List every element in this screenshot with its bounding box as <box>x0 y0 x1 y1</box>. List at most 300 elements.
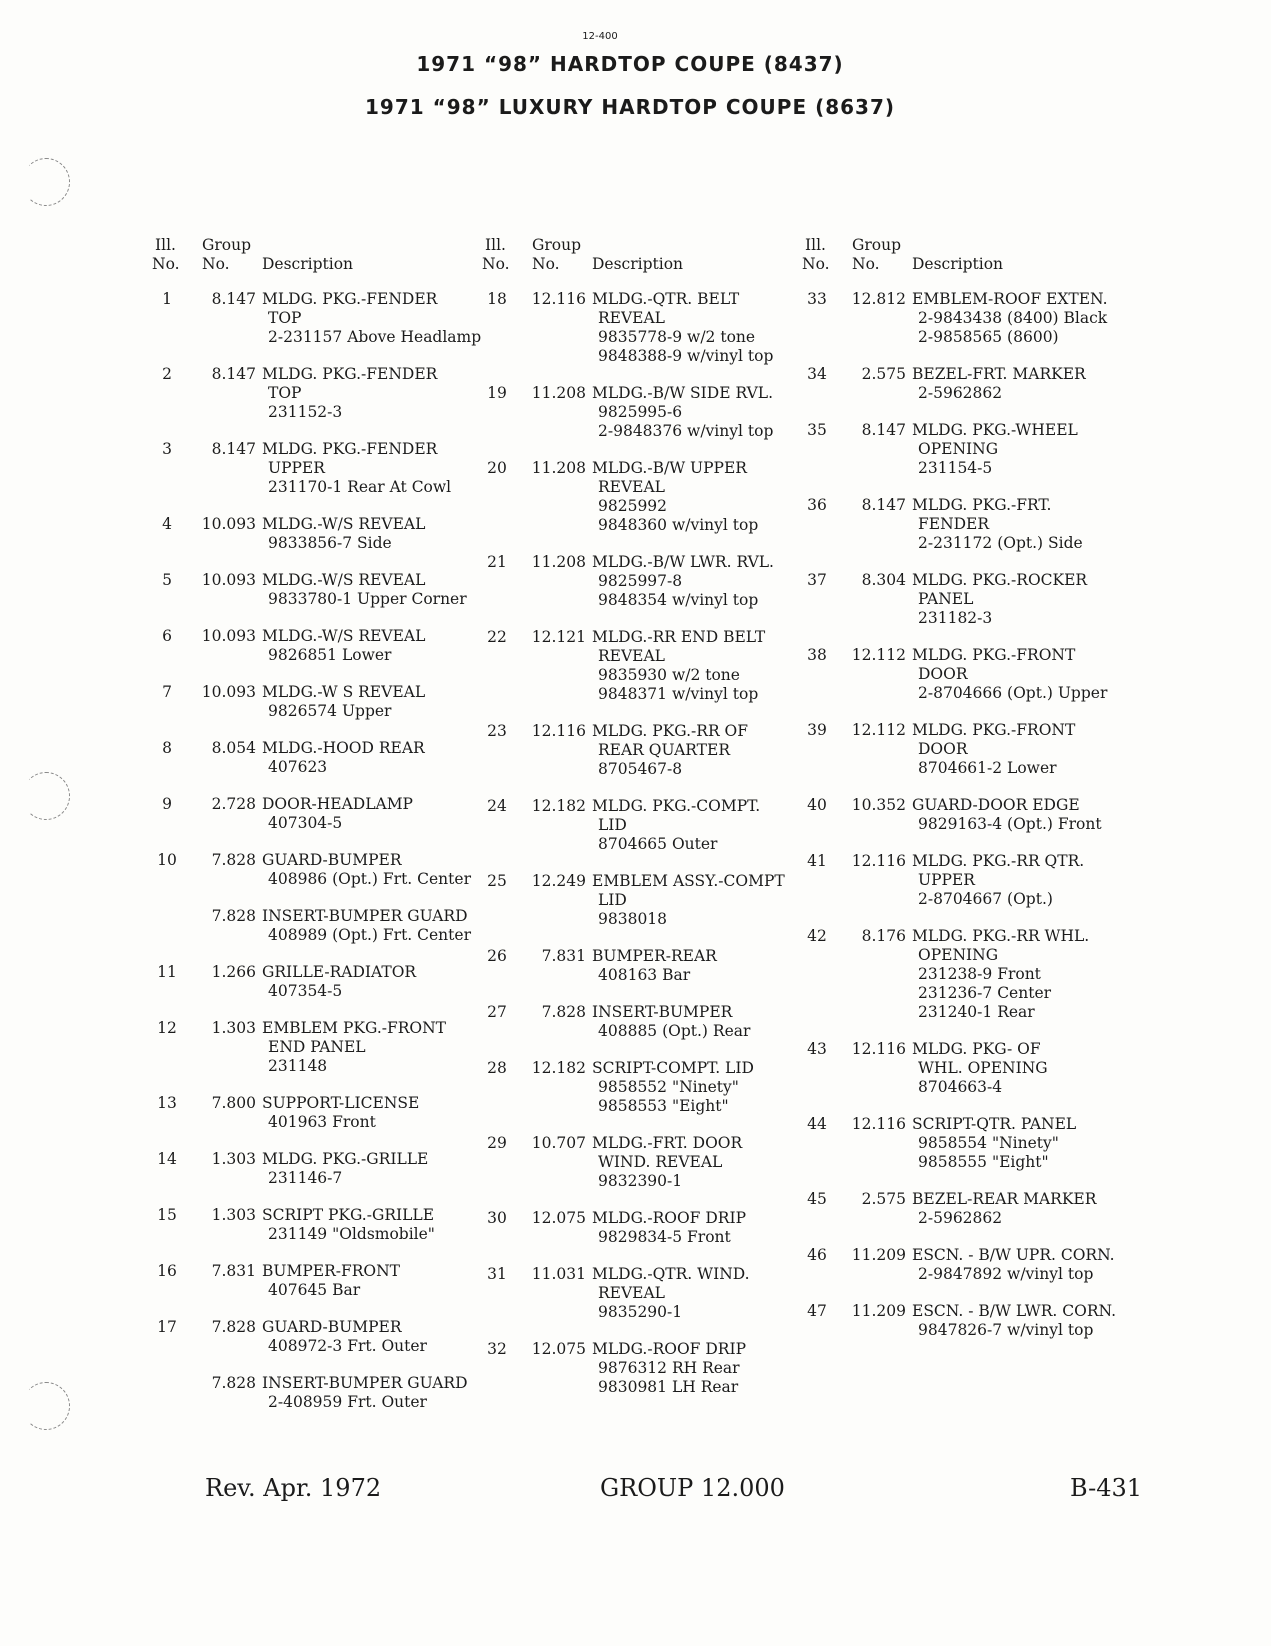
group-number: 11.208 <box>531 553 586 571</box>
part-description <box>592 947 812 985</box>
part-detail: 408972-3 Frt. Outer <box>268 1337 427 1355</box>
part-name: MLDG. PKG.-RR WHL. <box>912 927 1090 945</box>
part-detail: 2-9847892 w/vinyl top <box>918 1265 1094 1283</box>
part-description <box>912 1115 1162 1172</box>
ill-number: 4 <box>162 515 172 533</box>
page-subtitle: 1971 “98” LUXURY HARDTOP COUPE (8637) <box>364 95 896 119</box>
part-detail: 9858553 "Eight" <box>598 1097 729 1115</box>
part-detail: 9848371 w/vinyl top <box>598 685 759 703</box>
part-name: MLDG.-ROOF DRIP <box>592 1209 747 1227</box>
parts-entry <box>152 1374 492 1412</box>
part-detail: 2-5962862 <box>918 1209 1003 1227</box>
part-detail: 2-231157 Above Headlamp <box>268 328 482 346</box>
part-detail: 2-8704666 (Opt.) Upper <box>918 684 1108 702</box>
part-name: MLDG. PKG.-FENDER <box>262 290 438 308</box>
group-number: 7.828 <box>211 907 256 925</box>
parts-entry <box>482 1209 812 1247</box>
group-number: 7.828 <box>211 1318 256 1336</box>
parts-entry <box>482 1059 812 1116</box>
parts-entry <box>482 872 812 929</box>
ill-number: 43 <box>807 1040 827 1058</box>
part-detail: 2-9848376 w/vinyl top <box>598 422 774 440</box>
part-name: EMBLEM-ROOF EXTEN. <box>912 290 1108 308</box>
parts-entry <box>152 795 492 833</box>
group-number: 8.304 <box>861 571 906 589</box>
ill-number: 23 <box>487 722 507 740</box>
group-number: 12.116 <box>531 290 586 308</box>
group-no-header: No. <box>202 255 230 273</box>
part-detail: 9825992 <box>598 497 668 515</box>
parts-entry <box>482 459 812 535</box>
group-number: 2.575 <box>861 365 906 383</box>
part-detail: 231240-1 Rear <box>918 1003 1035 1021</box>
part-detail: 9835778-9 w/2 tone <box>598 328 756 346</box>
part-name: MLDG. PKG.-FRONT <box>912 646 1076 664</box>
part-description <box>912 365 1162 403</box>
ill-number: 47 <box>807 1302 827 1320</box>
part-description <box>912 1040 1162 1097</box>
part-name: ESCN. - B/W UPR. CORN. <box>912 1246 1115 1264</box>
group-number: 12.182 <box>531 797 586 815</box>
parts-entry <box>152 739 492 777</box>
part-detail: OPENING <box>918 946 999 964</box>
group-no-header: No. <box>852 255 880 273</box>
part-description <box>262 907 492 945</box>
part-name: MLDG. PKG.-FENDER <box>262 440 438 458</box>
group-number: 11.031 <box>531 1265 586 1283</box>
part-name: GUARD-BUMPER <box>262 851 402 869</box>
parts-entry <box>482 1003 812 1041</box>
part-detail: 9825995-6 <box>598 403 683 421</box>
parts-entry <box>482 628 812 704</box>
part-detail: 9858554 "Ninety" <box>918 1134 1059 1152</box>
part-description <box>912 927 1162 1022</box>
part-detail: 2-408959 Frt. Outer <box>268 1393 427 1411</box>
description-header: Description <box>262 255 354 273</box>
parts-entry <box>152 683 492 721</box>
binder-hole <box>22 1382 70 1430</box>
part-detail: WHL. OPENING <box>918 1059 1048 1077</box>
group-number: 7.828 <box>211 851 256 869</box>
part-description <box>592 459 812 535</box>
part-detail: OPENING <box>918 440 999 458</box>
parts-entry <box>802 1190 1162 1228</box>
group-number: 11.209 <box>851 1246 906 1264</box>
part-description <box>912 646 1162 703</box>
part-name: SCRIPT PKG.-GRILLE <box>262 1206 435 1224</box>
part-detail: 8705467-8 <box>598 760 683 778</box>
part-detail: 2-5962862 <box>918 384 1003 402</box>
part-detail: 9835290-1 <box>598 1303 683 1321</box>
group-number: 11.208 <box>531 384 586 402</box>
group-number: 12.116 <box>851 852 906 870</box>
parts-entry <box>152 1262 492 1300</box>
part-description <box>262 1318 492 1356</box>
group-header: Group <box>532 236 582 254</box>
parts-entry <box>802 1040 1162 1097</box>
part-detail: 2-9858565 (8600) <box>918 328 1059 346</box>
ill-no-header: No. <box>482 255 510 273</box>
parts-entry <box>802 646 1162 703</box>
part-name: MLDG. PKG.-GRILLE <box>262 1150 429 1168</box>
part-detail: 9826851 Lower <box>268 646 392 664</box>
page-number: 12-400 <box>582 31 618 42</box>
ill-number: 10 <box>157 851 177 869</box>
part-name: MLDG.-QTR. BELT <box>592 290 740 308</box>
ill-number: 6 <box>162 627 172 645</box>
part-name: MLDG.-W/S REVEAL <box>262 627 426 645</box>
part-description <box>592 1003 812 1041</box>
part-name: MLDG. PKG.-RR OF <box>592 722 749 740</box>
parts-list <box>482 290 812 1397</box>
part-detail: FENDER <box>918 515 990 533</box>
part-name: BUMPER-FRONT <box>262 1262 401 1280</box>
part-detail: PANEL <box>918 590 974 608</box>
part-detail: 9858552 "Ninety" <box>598 1078 739 1096</box>
part-description <box>912 290 1162 347</box>
part-detail: TOP <box>268 309 302 327</box>
part-name: MLDG. PKG- OF <box>912 1040 1041 1058</box>
part-detail: DOOR <box>918 740 968 758</box>
parts-entry <box>152 1150 492 1188</box>
parts-entry <box>152 851 492 889</box>
part-description <box>912 1190 1162 1228</box>
ill-number: 45 <box>807 1190 827 1208</box>
part-name: MLDG. PKG.-FRONT <box>912 721 1076 739</box>
part-detail: 9848354 w/vinyl top <box>598 591 759 609</box>
part-name: MLDG. PKG.-FENDER <box>262 365 438 383</box>
part-name: MLDG.-B/W SIDE RVL. <box>592 384 773 402</box>
part-detail: 401963 Front <box>268 1113 376 1131</box>
group-number: 12.112 <box>851 646 906 664</box>
part-description <box>592 1134 812 1191</box>
part-detail: REAR QUARTER <box>598 741 730 759</box>
group-number: 12.116 <box>851 1040 906 1058</box>
group-number: 8.147 <box>211 440 256 458</box>
part-detail: 8704663-4 <box>918 1078 1003 1096</box>
ill-number: 41 <box>807 852 827 870</box>
parts-column-3 <box>802 236 1162 1358</box>
part-detail: 231170-1 Rear At Cowl <box>268 478 452 496</box>
ill-number: 15 <box>157 1206 177 1224</box>
parts-entry <box>802 1246 1162 1284</box>
ill-number: 3 <box>162 440 172 458</box>
part-description <box>262 1374 492 1412</box>
part-description <box>912 1246 1162 1284</box>
part-name: MLDG. PKG.-COMPT. <box>592 797 761 815</box>
ill-number: 30 <box>487 1209 507 1227</box>
part-name: GRILLE-RADIATOR <box>262 963 417 981</box>
part-description <box>592 384 812 441</box>
group-number: 8.054 <box>211 739 256 757</box>
parts-entry <box>802 365 1162 403</box>
ill-number: 24 <box>487 797 507 815</box>
parts-entry <box>152 963 492 1001</box>
part-name: MLDG.-RR END BELT <box>592 628 766 646</box>
page-title: 1971 “98” HARDTOP COUPE (8437) <box>416 52 844 76</box>
part-description <box>262 739 492 777</box>
parts-entry <box>152 1206 492 1244</box>
part-name: MLDG.-B/W LWR. RVL. <box>592 553 774 571</box>
part-detail: 408885 (Opt.) Rear <box>598 1022 751 1040</box>
group-number: 12.116 <box>851 1115 906 1133</box>
part-description <box>592 290 812 366</box>
part-detail: REVEAL <box>598 309 665 327</box>
part-detail: 9848388-9 w/vinyl top <box>598 347 774 365</box>
part-detail: 2-8704667 (Opt.) <box>918 890 1053 908</box>
part-name: SCRIPT-COMPT. LID <box>592 1059 754 1077</box>
part-name: INSERT-BUMPER GUARD <box>262 1374 468 1392</box>
ill-number: 14 <box>157 1150 177 1168</box>
part-description <box>262 365 492 422</box>
ill-number: 37 <box>807 571 827 589</box>
ill-number: 12 <box>157 1019 177 1037</box>
page-code: B-431 <box>1070 1474 1142 1502</box>
column-header <box>152 236 492 276</box>
part-description <box>262 627 492 665</box>
part-description <box>592 722 812 779</box>
group-number: 10.093 <box>201 571 256 589</box>
ill-number: 38 <box>807 646 827 664</box>
parts-column-1 <box>152 236 492 1430</box>
part-detail: 9830981 LH Rear <box>598 1378 739 1396</box>
group-number: 1.303 <box>211 1019 256 1037</box>
part-detail: 8704661-2 Lower <box>918 759 1057 777</box>
ill-number: 8 <box>162 739 172 757</box>
part-name: GUARD-DOOR EDGE <box>912 796 1080 814</box>
part-detail: 407623 <box>268 758 328 776</box>
parts-entry <box>152 627 492 665</box>
part-detail: 9838018 <box>598 910 668 928</box>
part-detail: TOP <box>268 384 302 402</box>
part-description <box>592 1265 812 1322</box>
part-detail: DOOR <box>918 665 968 683</box>
part-detail: 9847826-7 w/vinyl top <box>918 1321 1094 1339</box>
part-name: BUMPER-REAR <box>592 947 717 965</box>
parts-entry <box>802 852 1162 909</box>
part-detail: 231154-5 <box>918 459 993 477</box>
group-number: 12.075 <box>531 1340 586 1358</box>
part-detail: 2-231172 (Opt.) Side <box>918 534 1083 552</box>
ill-number: 16 <box>157 1262 177 1280</box>
part-detail: 9833780-1 Upper Corner <box>268 590 467 608</box>
part-description <box>262 1019 492 1076</box>
group-number: 12.249 <box>531 872 586 890</box>
group-header: Group <box>202 236 252 254</box>
ill-number: 39 <box>807 721 827 739</box>
group-number: 10.093 <box>201 627 256 645</box>
ill-number: 27 <box>487 1003 507 1021</box>
part-detail: LID <box>598 891 627 909</box>
part-detail: REVEAL <box>598 647 665 665</box>
part-detail: 231149 "Oldsmobile" <box>268 1225 435 1243</box>
group-label: GROUP 12.000 <box>600 1474 785 1502</box>
ill-number: 26 <box>487 947 507 965</box>
ill-number: 29 <box>487 1134 507 1152</box>
part-description <box>592 553 812 610</box>
parts-entry <box>802 496 1162 553</box>
part-detail: REVEAL <box>598 478 665 496</box>
part-description <box>262 440 492 497</box>
part-description <box>262 515 492 553</box>
part-name: EMBLEM ASSY.-COMPT <box>592 872 785 890</box>
parts-column-2 <box>482 236 812 1415</box>
parts-entry <box>482 1265 812 1322</box>
parts-entry <box>482 290 812 366</box>
group-number: 12.116 <box>531 722 586 740</box>
part-description <box>912 496 1162 553</box>
part-description <box>262 963 492 1001</box>
parts-entry <box>802 927 1162 1022</box>
ill-number: 25 <box>487 872 507 890</box>
ill-no-header: No. <box>802 255 830 273</box>
parts-entry <box>482 1340 812 1397</box>
group-number: 1.266 <box>211 963 256 981</box>
part-description <box>592 1209 812 1247</box>
part-detail: 8704665 Outer <box>598 835 718 853</box>
part-name: INSERT-BUMPER GUARD <box>262 907 468 925</box>
part-description <box>912 1302 1162 1340</box>
part-name: MLDG.-FRT. DOOR <box>592 1134 743 1152</box>
group-number: 11.209 <box>851 1302 906 1320</box>
part-description <box>262 1206 492 1244</box>
ill-number: 5 <box>162 571 172 589</box>
group-number: 8.147 <box>211 290 256 308</box>
ill-number: 32 <box>487 1340 507 1358</box>
parts-entry <box>482 553 812 610</box>
part-name: ESCN. - B/W LWR. CORN. <box>912 1302 1116 1320</box>
ill-number: 42 <box>807 927 827 945</box>
part-description <box>912 852 1162 909</box>
ill-number: 1 <box>162 290 172 308</box>
parts-entry <box>152 907 492 945</box>
parts-entry <box>152 440 492 497</box>
ill-number: 11 <box>157 963 177 981</box>
part-detail: 9876312 RH Rear <box>598 1359 740 1377</box>
part-name: MLDG.-W/S REVEAL <box>262 571 426 589</box>
part-detail: 9826574 Upper <box>268 702 392 720</box>
ill-number: 44 <box>807 1115 827 1133</box>
part-description <box>262 851 492 889</box>
part-name: DOOR-HEADLAMP <box>262 795 413 813</box>
part-name: BEZEL-FRT. MARKER <box>912 365 1086 383</box>
binder-hole <box>22 158 70 206</box>
parts-entry <box>482 722 812 779</box>
description-header: Description <box>912 255 1004 273</box>
part-name: MLDG.-W/S REVEAL <box>262 515 426 533</box>
parts-entry <box>802 571 1162 628</box>
ill-number: 35 <box>807 421 827 439</box>
part-detail: 9835930 w/2 tone <box>598 666 740 684</box>
part-description <box>262 795 492 833</box>
parts-entry <box>802 1302 1162 1340</box>
group-number: 8.147 <box>861 496 906 514</box>
part-description <box>262 571 492 609</box>
parts-list <box>152 290 492 1412</box>
parts-entry <box>482 947 812 985</box>
part-description <box>592 1059 812 1116</box>
part-name: SCRIPT-QTR. PANEL <box>912 1115 1077 1133</box>
part-name: MLDG.-QTR. WIND. <box>592 1265 750 1283</box>
part-detail: LID <box>598 816 627 834</box>
part-description <box>262 290 492 347</box>
part-detail: 9825997-8 <box>598 572 683 590</box>
part-name: MLDG. PKG.-WHEEL <box>912 421 1078 439</box>
part-detail: 231148 <box>268 1057 328 1075</box>
ill-number: 33 <box>807 290 827 308</box>
ill-number: 13 <box>157 1094 177 1112</box>
part-name: MLDG. PKG.-FRT. <box>912 496 1052 514</box>
parts-entry <box>482 797 812 854</box>
column-header <box>482 236 812 276</box>
part-detail: 408989 (Opt.) Frt. Center <box>268 926 471 944</box>
part-name: INSERT-BUMPER <box>592 1003 733 1021</box>
part-name: MLDG. PKG.-RR QTR. <box>912 852 1085 870</box>
part-name: MLDG.-HOOD REAR <box>262 739 425 757</box>
ill-header: Ill. <box>485 236 506 254</box>
ill-header: Ill. <box>155 236 176 254</box>
group-number: 12.182 <box>531 1059 586 1077</box>
ill-number: 22 <box>487 628 507 646</box>
parts-entry <box>802 290 1162 347</box>
parts-entry <box>152 1019 492 1076</box>
part-detail: 231238-9 Front <box>918 965 1041 983</box>
group-number: 2.728 <box>211 795 256 813</box>
ill-number: 21 <box>487 553 507 571</box>
parts-entry <box>152 571 492 609</box>
group-number: 7.831 <box>541 947 586 965</box>
group-number: 10.093 <box>201 515 256 533</box>
part-detail: UPPER <box>918 871 975 889</box>
ill-number: 18 <box>487 290 507 308</box>
group-number: 8.176 <box>861 927 906 945</box>
group-number: 7.828 <box>541 1003 586 1021</box>
part-description <box>262 1262 492 1300</box>
group-number: 1.303 <box>211 1206 256 1224</box>
group-number: 12.121 <box>531 628 586 646</box>
group-number: 12.812 <box>851 290 906 308</box>
part-name: MLDG.-ROOF DRIP <box>592 1340 747 1358</box>
part-detail: 9829834-5 Front <box>598 1228 731 1246</box>
part-description <box>592 872 812 929</box>
parts-entry <box>152 515 492 553</box>
group-number: 1.303 <box>211 1150 256 1168</box>
part-detail: 9858555 "Eight" <box>918 1153 1049 1171</box>
parts-entry <box>802 421 1162 478</box>
part-detail: END PANEL <box>268 1038 366 1056</box>
group-number: 10.707 <box>531 1134 586 1152</box>
group-number: 12.075 <box>531 1209 586 1227</box>
ill-number: 40 <box>807 796 827 814</box>
group-header: Group <box>852 236 902 254</box>
part-detail: 9829163-4 (Opt.) Front <box>918 815 1102 833</box>
parts-entry <box>152 1094 492 1132</box>
part-detail: 408163 Bar <box>598 966 691 984</box>
ill-number: 36 <box>807 496 827 514</box>
column-header <box>802 236 1162 276</box>
ill-no-header: No. <box>152 255 180 273</box>
part-detail: 407645 Bar <box>268 1281 361 1299</box>
ill-number: 46 <box>807 1246 827 1264</box>
ill-number: 34 <box>807 365 827 383</box>
parts-entry <box>152 290 492 347</box>
parts-entry <box>802 721 1162 778</box>
part-name: MLDG.-W S REVEAL <box>262 683 426 701</box>
ill-number: 2 <box>162 365 172 383</box>
part-description <box>262 1094 492 1132</box>
part-detail: 407354-5 <box>268 982 343 1000</box>
group-number: 2.575 <box>861 1190 906 1208</box>
